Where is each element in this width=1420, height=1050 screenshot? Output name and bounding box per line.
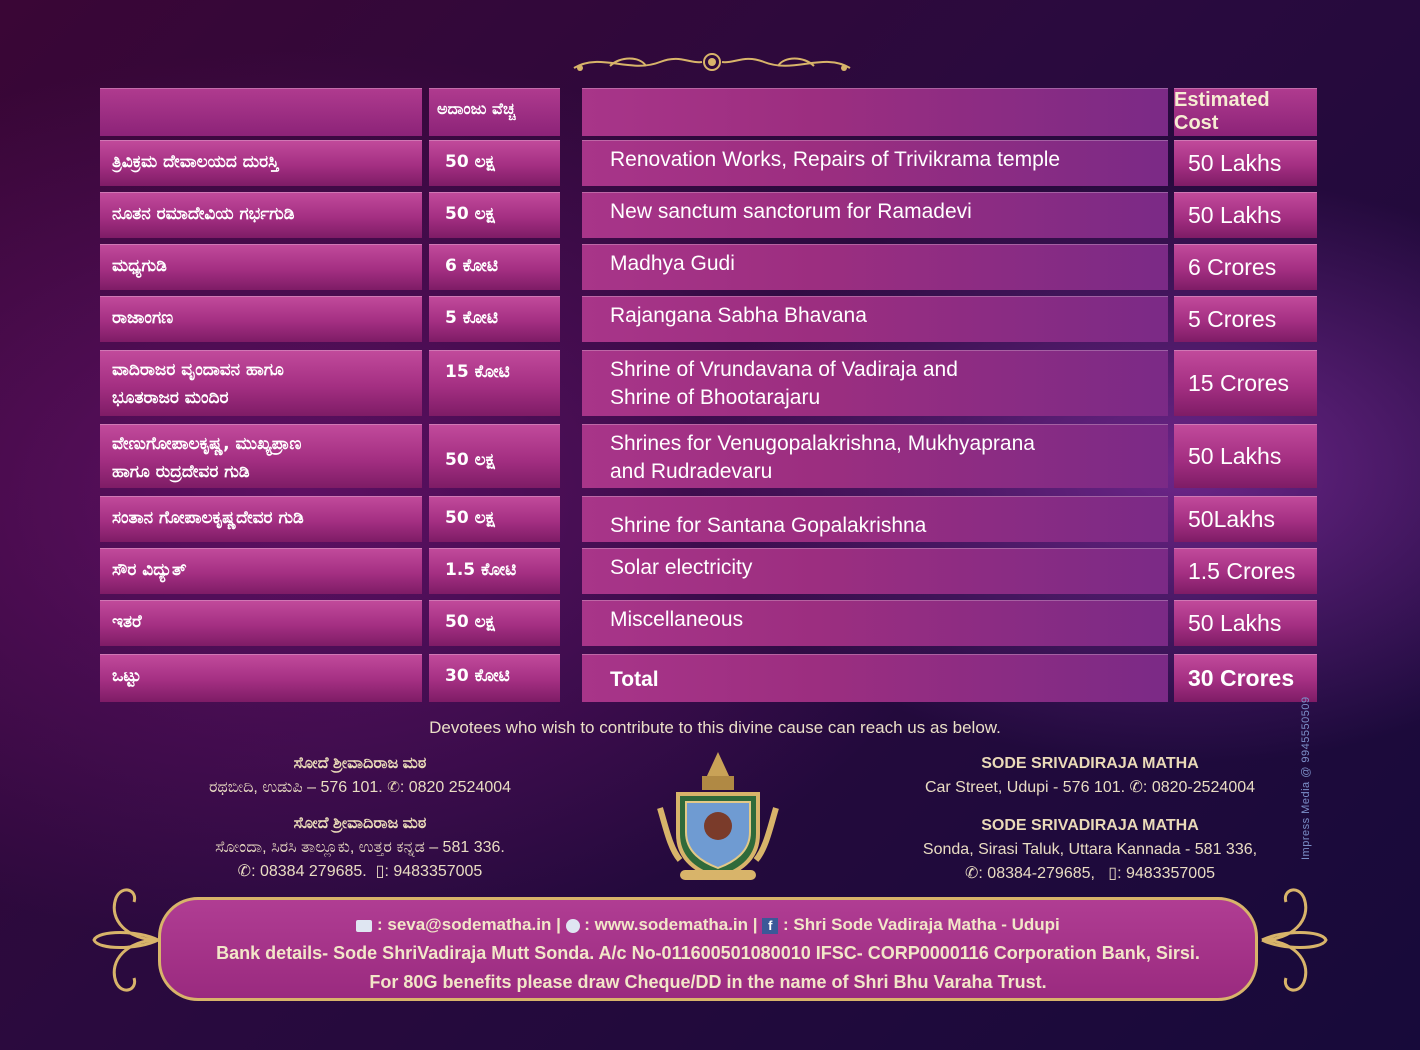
- kn-cost-cell: [429, 600, 560, 646]
- en-address-1-title: SODE SRIVADIRAJA MATHA: [981, 755, 1199, 772]
- facebook-link[interactable]: : Shri Sode Vadiraja Matha - Udupi: [782, 915, 1060, 934]
- left-flourish-icon: [88, 880, 168, 1000]
- kn-cost-value: 50 ಲಕ್ಷ: [445, 204, 495, 224]
- 80g-note: For 80G benefits please draw Cheque/DD in the name of Shri Bhu Varaha Trust.: [369, 972, 1047, 992]
- kn-address-2-line: ಸೋಂದಾ, ಸಿರಸಿ ತಾಲ್ಲೂಕು, ಉತ್ತರ ಕನ್ನಡ – 581 336.: [215, 839, 505, 856]
- kn-cost-value: 5 ಕೋಟಿ: [445, 308, 498, 328]
- phone-icon: ✆: [965, 865, 979, 882]
- kn-item-name-2: ಭೂತರಾಜರ ಮಂದಿರ: [112, 388, 229, 408]
- en-cost-cell: [1174, 548, 1317, 594]
- kn-item-name: ವೇಣುಗೋಪಾಲಕೃಷ್ಣ, ಮುಖ್ಯಪ್ರಾಣ: [112, 434, 302, 454]
- kn-cost-value: 50 ಲಕ್ಷ: [445, 612, 495, 632]
- kn-address-block-1: [140, 752, 580, 800]
- kn-cost-value: 1.5 ಕೋಟಿ: [445, 560, 517, 580]
- kn-cost-cell: [429, 654, 560, 702]
- kn-cost-value: 6 ಕೋಟಿ: [445, 256, 498, 276]
- mobile-icon: ▯: [375, 863, 385, 880]
- en-cost-cell: [1174, 296, 1317, 342]
- matha-crest-icon: [650, 748, 786, 884]
- en-cost-value: 50 Lakhs: [1188, 150, 1282, 176]
- en-address-2-line: Sonda, Sirasi Taluk, Uttara Kannada - 581 336,: [922, 841, 1258, 858]
- en-item-name-2: and Rudradevaru: [610, 460, 773, 483]
- kn-item-name: ರಾಜಾಂಗಣ: [112, 308, 174, 328]
- en-item-cell: [582, 296, 1168, 342]
- phone-icon: ✆: [1129, 779, 1143, 796]
- en-cost-value: 50Lakhs: [1188, 506, 1275, 532]
- kn-item-cell: [100, 424, 422, 488]
- contact-intro-text: Devotees who wish to contribute to this divine cause can reach us as below.: [429, 718, 1001, 737]
- kn-cost-cell: [429, 424, 560, 488]
- mobile-icon: ▯: [1108, 865, 1118, 882]
- kn-item-name: ತ್ರಿವಿಕ್ರಮ ದೇವಾಲಯದ ದುರಸ್ತಿ: [112, 152, 279, 172]
- kn-cost-header: [429, 88, 560, 136]
- en-item-cell: [582, 192, 1168, 238]
- en-item-name: Shrine for Santana Gopalakrishna: [610, 514, 927, 537]
- en-item-cell: [582, 548, 1168, 594]
- en-cost-header-label: Estimated Cost: [1174, 89, 1270, 134]
- banner-links-line: [161, 910, 1255, 939]
- kn-cost-cell: [429, 548, 560, 594]
- en-cost-cell: [1174, 654, 1317, 702]
- en-cost-value: 5 Crores: [1188, 306, 1277, 332]
- email-icon: [356, 920, 372, 932]
- en-item-name: Madhya Gudi: [610, 252, 735, 275]
- en-item-cell: [582, 424, 1168, 488]
- en-address-block-1: [860, 752, 1320, 800]
- globe-icon: [566, 919, 580, 933]
- kn-name-header-cell: [100, 88, 422, 136]
- kn-item-name: ಮಧ್ಯಗುಡಿ: [112, 256, 167, 276]
- en-cost-cell: [1174, 244, 1317, 290]
- kn-item-cell: [100, 600, 422, 646]
- en-address-block-2: [860, 814, 1320, 886]
- en-cost-value: 50 Lakhs: [1188, 610, 1282, 636]
- bank-details: Bank details- Sode ShriVadiraja Mutt Sonda. A/c No-011600501080010 IFSC- CORP0000116 Corporation Bank, Sirsi.: [216, 943, 1200, 963]
- kn-address-block-2: [120, 812, 600, 884]
- en-item-name: Shrines for Venugopalakrishna, Mukhyaprana: [610, 432, 1035, 455]
- kn-item-cell: [100, 140, 422, 186]
- kn-cost-value: 30 ಕೋಟಿ: [445, 666, 510, 686]
- kn-item-name: ಸೌರ ವಿದ್ಯುತ್: [112, 560, 187, 580]
- en-item-name: Total: [610, 668, 659, 691]
- kn-cost-value: 50 ಲಕ್ಷ: [445, 450, 495, 470]
- en-cost-cell: [1174, 350, 1317, 416]
- kn-item-name: ಸಂತಾನ ಗೋಪಾಲಕೃಷ್ಣದೇವರ ಗುಡಿ: [112, 508, 304, 528]
- en-address-2-phones: ✆: 08384-279685, ▯: 9483357005: [965, 865, 1215, 882]
- kn-item-cell: [100, 244, 422, 290]
- en-item-cell: [582, 350, 1168, 416]
- en-item-name-2: Shrine of Bhootarajaru: [610, 386, 821, 409]
- en-cost-cell: [1174, 600, 1317, 646]
- kn-item-cell: [100, 350, 422, 416]
- credit-text: Impress Media @ 9945550509: [1300, 696, 1312, 860]
- kn-item-name: ಇತರೆ: [112, 612, 142, 632]
- kn-item-name: ನೂತನ ರಮಾದೇವಿಯ ಗರ್ಭಗುಡಿ: [112, 204, 295, 224]
- en-cost-value: 50 Lakhs: [1188, 202, 1282, 228]
- email-link[interactable]: : seva@sodematha.in |: [376, 915, 561, 934]
- en-cost-value: 15 Crores: [1188, 370, 1289, 396]
- kn-cost-value: 15 ಕೋಟಿ: [445, 362, 510, 382]
- kn-item-cell: [100, 296, 422, 342]
- kn-address-2-phones: ✆: 08384 279685. ▯: 9483357005: [237, 863, 483, 880]
- en-address-2-title: SODE SRIVADIRAJA MATHA: [981, 817, 1199, 834]
- website-link[interactable]: : www.sodematha.in |: [584, 915, 758, 934]
- en-cost-cell: [1174, 424, 1317, 488]
- kn-cost-value: 50 ಲಕ್ಷ: [445, 508, 495, 528]
- en-item-cell: [582, 600, 1168, 646]
- en-cost-cell: [1174, 496, 1317, 542]
- kn-address-2-title: ಸೋದೆ ಶ್ರೀವಾದಿರಾಜ ಮಠ: [293, 815, 427, 832]
- kn-cost-value: 50 ಲಕ್ಷ: [445, 152, 495, 172]
- en-cost-value: 50 Lakhs: [1188, 443, 1282, 469]
- kn-cost-header-label: ಅದಾಂಜು ವೆಚ್ಚ: [437, 99, 516, 118]
- right-flourish-icon: [1252, 880, 1332, 1000]
- kn-item-cell: [100, 654, 422, 702]
- en-item-cell: [582, 654, 1168, 702]
- kn-item-cell: [100, 192, 422, 238]
- kn-cost-cell: [429, 496, 560, 542]
- contact-banner: [158, 897, 1258, 1001]
- en-cost-value: 1.5 Crores: [1188, 558, 1296, 584]
- en-name-header-cell: [582, 88, 1168, 136]
- kn-cost-cell: [429, 296, 560, 342]
- kn-cost-cell: [429, 244, 560, 290]
- contact-intro: [300, 716, 1130, 740]
- en-cost-value: 30 Crores: [1188, 665, 1295, 691]
- en-cost-value: 6 Crores: [1188, 254, 1277, 280]
- kn-cost-cell: [429, 350, 560, 416]
- kn-address-1-line: ರಥಬೀದಿ, ಉಡುಪಿ – 576 101. ✆: 0820 2524004: [208, 779, 512, 796]
- kn-item-name: ಒಟ್ಟು: [112, 666, 142, 686]
- kn-address-1-title: ಸೋದೆ ಶ್ರೀವಾದಿರಾಜ ಮಠ: [293, 755, 427, 772]
- en-item-name: Miscellaneous: [610, 608, 744, 631]
- kn-cost-cell: [429, 192, 560, 238]
- en-item-cell: [582, 496, 1168, 542]
- en-item-name: Rajangana Sabha Bhavana: [610, 304, 867, 327]
- phone-icon: ✆: [237, 863, 252, 880]
- en-cost-header: [1174, 88, 1317, 136]
- en-item-name: Solar electricity: [610, 556, 753, 579]
- kn-item-name: ವಾದಿರಾಜರ ವೃಂದಾವನ ಹಾಗೂ: [112, 360, 284, 380]
- kn-cost-cell: [429, 140, 560, 186]
- kn-item-cell: [100, 548, 422, 594]
- en-item-name: Shrine of Vrundavana of Vadiraja and: [610, 358, 958, 381]
- en-cost-cell: [1174, 192, 1317, 238]
- en-item-name: New sanctum sanctorum for Ramadevi: [610, 200, 972, 223]
- en-item-cell: [582, 140, 1168, 186]
- en-item-name: Renovation Works, Repairs of Trivikrama temple: [610, 148, 1061, 171]
- kn-item-cell: [100, 496, 422, 542]
- en-address-1-line: Car Street, Udupi - 576 101. ✆: 0820-2524004: [924, 779, 1256, 796]
- phone-icon: ✆: [387, 779, 400, 796]
- facebook-icon: f: [762, 918, 778, 934]
- en-item-cell: [582, 244, 1168, 290]
- top-ornament-icon: [570, 44, 854, 80]
- kn-item-name-2: ಹಾಗೂ ರುದ್ರದೇವರ ಗುಡಿ: [112, 462, 250, 482]
- en-cost-cell: [1174, 140, 1317, 186]
